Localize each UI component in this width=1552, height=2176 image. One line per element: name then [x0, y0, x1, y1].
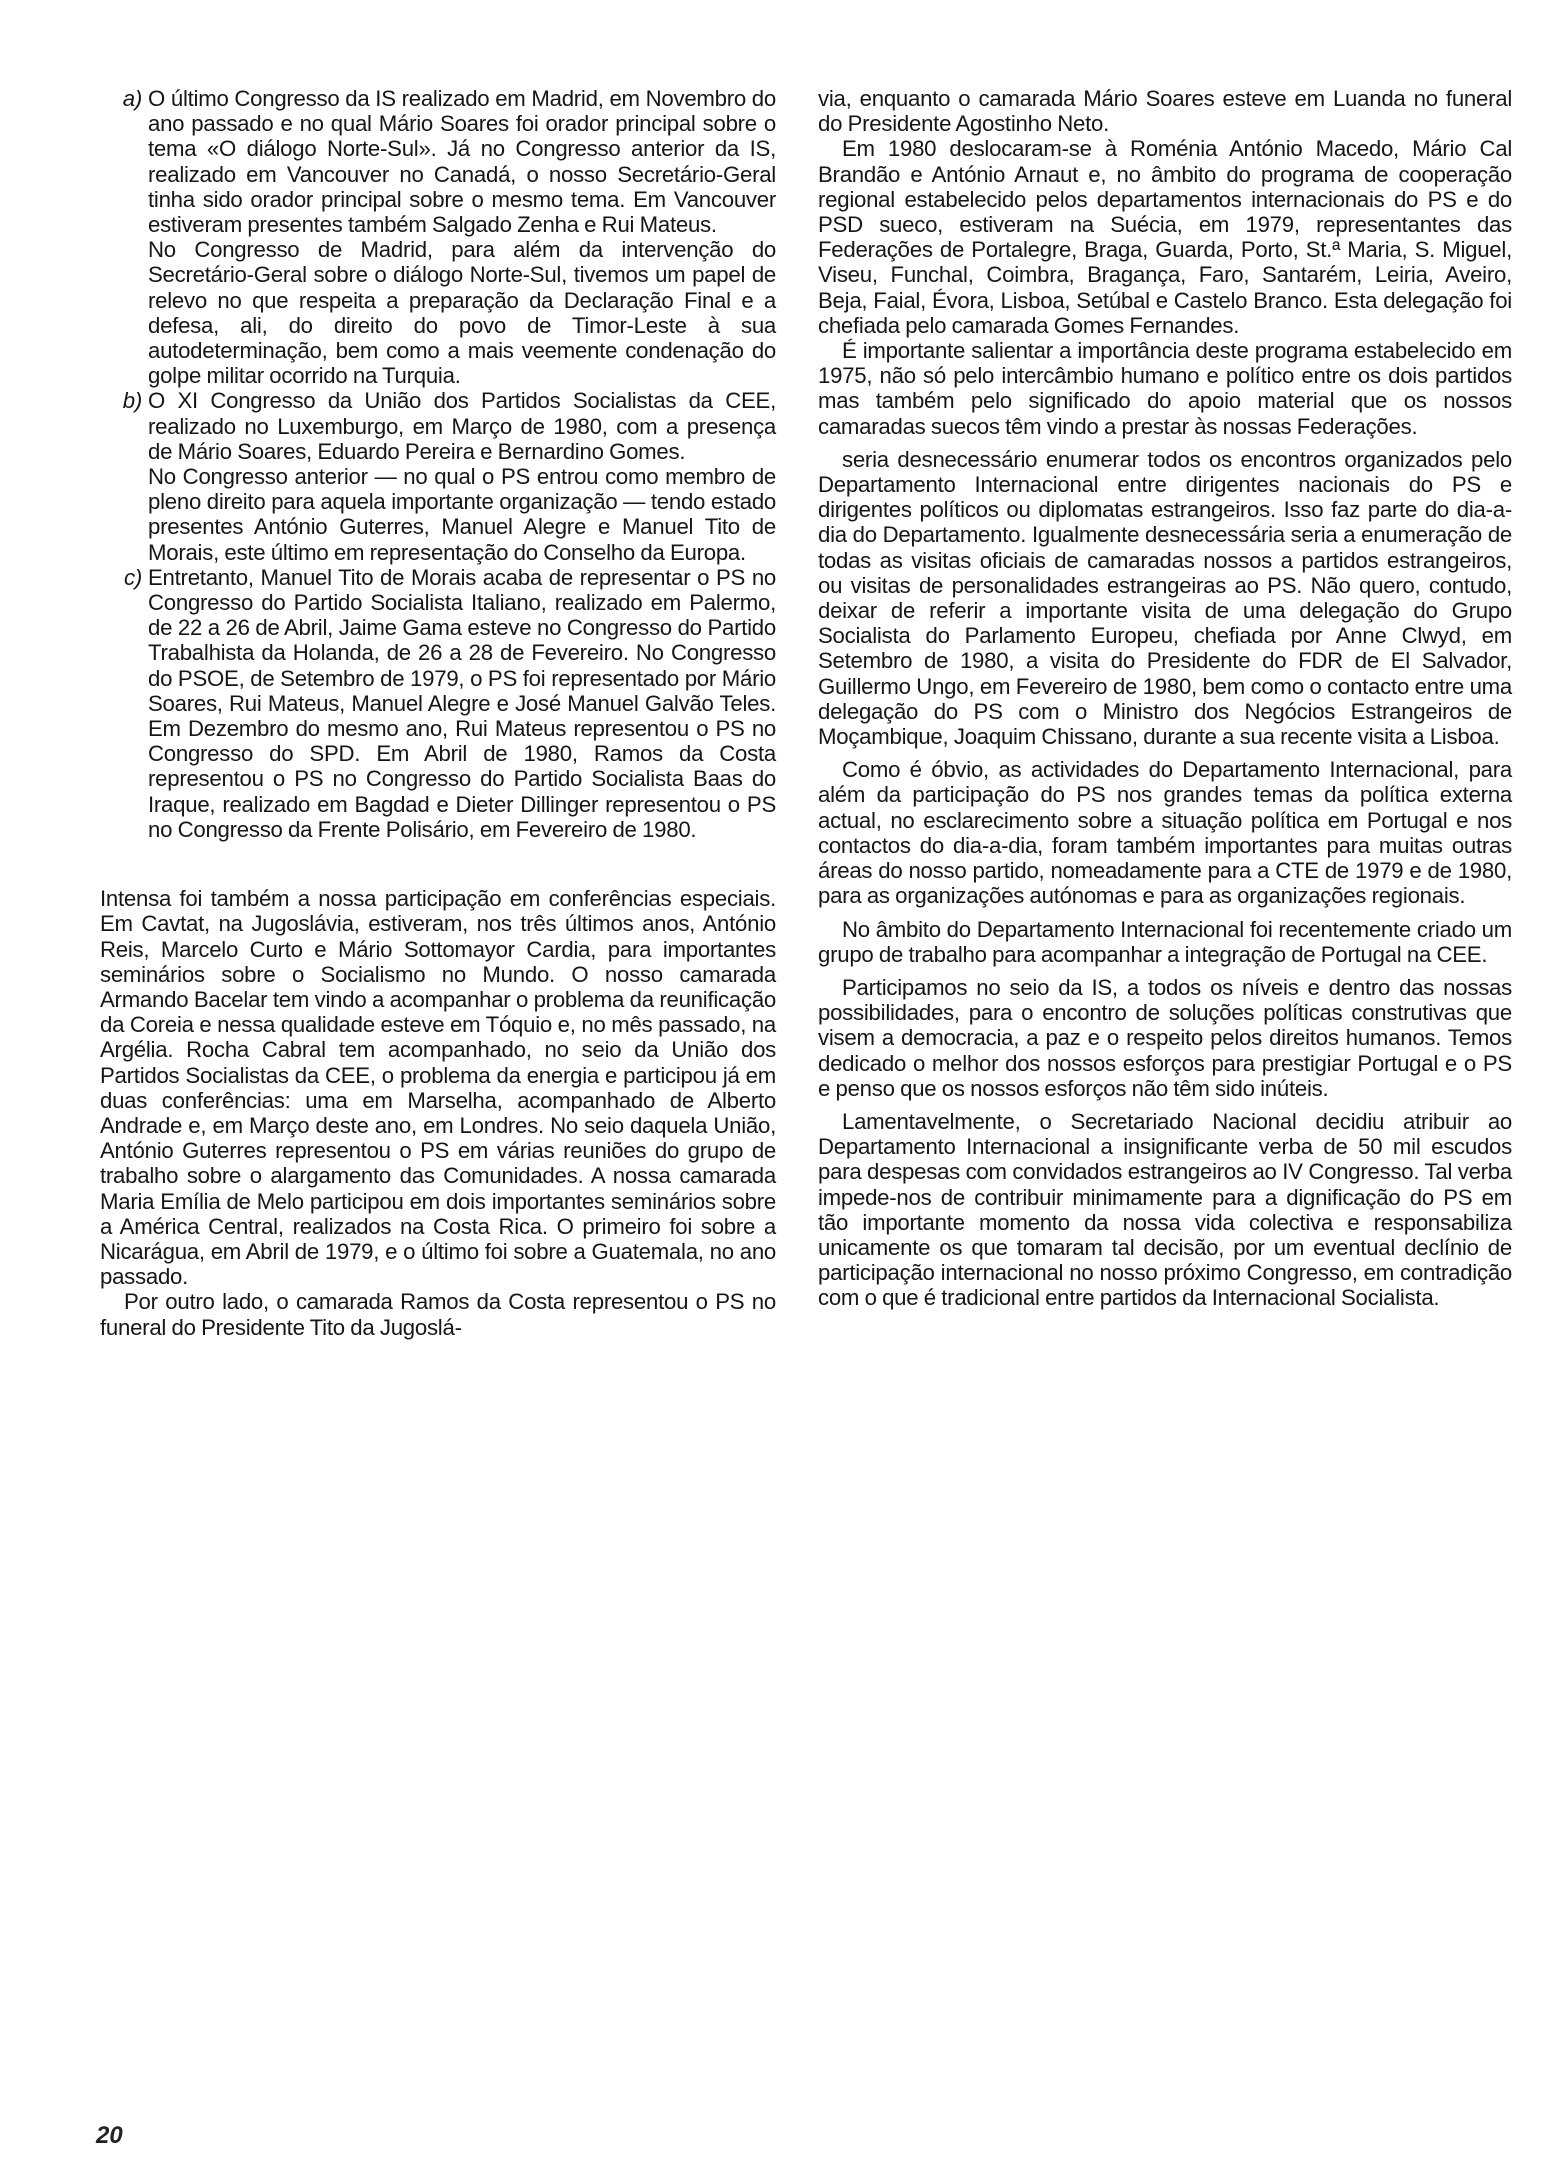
paragraph: seria desnecessário enumerar todos os encontros organizados pelo Departamento Internacional entre dirigentes nacionais do PS e dirigentes políticos ou diplomatas estrangeiros. Isso faz parte do dia-a-dia do Departamento. Igualmente desnecessária seria a enumeração de todas as visitas oficiais de camaradas nossos a partidos estrangeiros, ou visitas de personalidades estrangeiras ao PS. Não quero, contudo, deixar de referir a importante visita de uma delegação do Grupo Socialista do Parlamento Europeu, chefiada por Anne Clwyd, em Setembro de 1980, a visita do Presidente do FDR de El Salvador, Guillermo Ungo, em Fevereiro de 1980, bem como o contacto entre uma delegação do PS com o Ministro dos Negócios Estrangeiros de Moçambique, Joaquim Chissano, durante a sua recente visita a Lisboa. [818, 446, 1512, 750]
paragraph: Como é óbvio, as actividades do Departamento Internacional, para além da participação do PS nos grandes temas da política externa actual, no esclarecimento sobre a situação política em Portugal e nos contactos do dia-a-dia, foram também importantes para muitas outras áreas do nosso partido, nomeadamente para a CTE de 1979 e de 1980, para as organizações autónomas e para as organizações regionais. [818, 757, 1512, 909]
page-number: 20 [96, 2122, 123, 2149]
paragraph: É importante salientar a importância deste programa estabelecido em 1975, não só pelo intercâmbio humano e político entre os dois partidos mas também pelo significado do apoio material que os nossos camaradas suecos têm vindo a prestar às nossas Federações. [818, 338, 1512, 439]
paragraph: No Congresso de Madrid, para além da intervenção do Secretário-Geral sobre o diálogo Norte-Sul, tivemos um papel de relevo no que respeita a preparação da Declaração Final e a defesa, ali, do direito do povo de Timor-Leste à sua autodeterminação, bem como a mais veemente condenação do golpe militar ocorrido na Turquia. [148, 237, 776, 389]
item-marker: c) [124, 564, 142, 590]
item-marker: b) [122, 388, 142, 414]
list-item-a [100, 86, 776, 388]
paragraph: Lamentavelmente, o Secretariado Nacional decidiu atribuir ao Departamento Internacional a insignificante verba de 50 mil escudos para despesas com convidados estrangeiros ao IV Congresso. Tal verba impede-nos de contribuir minimamente para a dignificação do PS em tão importante momento da nossa vida colectiva e responsabiliza unicamente os que tomaram tal decisão, por um eventual declínio de participação internacional no nosso próximo Congresso, em contradição com o que é tradicional entre partidos da Internacional Socialista. [818, 1108, 1512, 1311]
paragraph: No Congresso anterior — no qual o PS entrou como membro de pleno direito para aquela importante organização — tendo estado presentes António Guterres, Manuel Alegre e Manuel Tito de Morais, este último em representação do Conselho da Europa. [148, 464, 776, 565]
paragraph: O XI Congresso da União dos Partidos Socialistas da CEE, realizado no Luxemburgo, em Março de 1980, com a presença de Mário Soares, Eduardo Pereira e Bernardino Gomes. [148, 388, 776, 464]
list-item-c [100, 565, 776, 842]
paragraph: Por outro lado, o camarada Ramos da Costa representou o PS no funeral do Presidente Tito da Jugoslá- [100, 1289, 776, 1340]
paragraph: No âmbito do Departamento Internacional foi recentemente criado um grupo de trabalho para acompanhar a integração de Portugal na CEE. [818, 916, 1512, 967]
paragraph: Em 1980 deslocaram-se à Roménia António Macedo, Mário Cal Brandão e António Arnaut e, no âmbito do programa de cooperação regional estabelecido pelos departamentos internacionais do PS e do PSD sueco, estiveram na Suécia, em 1979, representantes das Federações de Portalegre, Braga, Guarda, Porto, St.ª Maria, S. Miguel, Viseu, Funchal, Coimbra, Bragança, Faro, Santarém, Leiria, Aveiro, Beja, Faial, Évora, Lisboa, Setúbal e Castelo Branco. Esta delegação foi chefiada pelo camarada Gomes Fernandes. [818, 136, 1512, 338]
paragraph: Entretanto, Manuel Tito de Morais acaba de representar o PS no Congresso do Partido Socialista Italiano, realizado em Palermo, de 22 a 26 de Abril, Jaime Gama esteve no Congresso do Partido Trabalhista da Holanda, de 26 a 28 de Fevereiro. No Congresso do PSOE, de Setembro de 1979, o PS foi representado por Mário Soares, Rui Mateus, Manuel Alegre e José Manuel Galvão Teles. Em Dezembro do mesmo ano, Rui Mateus representou o PS no Congresso do SPD. Em Abril de 1980, Ramos da Costa representou o PS no Congresso do Partido Socialista Baas do Iraque, realizado em Bagdad e Dieter Dillinger representou o PS no Congresso da Frente Polisário, em Fevereiro de 1980. [148, 564, 776, 842]
paragraph: O último Congresso da IS realizado em Madrid, em Novembro do ano passado e no qual Mário Soares foi orador principal sobre o tema «O diálogo Norte-Sul». Já no Congresso anterior da IS, realizado em Vancouver no Canadá, o nosso Secretário-Geral tinha sido orador principal sobre o mesmo tema. Em Vancouver estiveram presentes também Salgado Zenha e Rui Mateus. [148, 86, 776, 238]
right-column [818, 86, 1512, 1311]
paragraph: Intensa foi também a nossa participação em conferências especiais. Em Cavtat, na Jugoslávia, estiveram, nos três últimos anos, António Reis, Marcelo Curto e Mário Sottomayor Cardia, para importantes seminários sobre o Socialismo no Mundo. O nosso camarada Armando Bacelar tem vindo a acompanhar o problema da reunificação da Coreia e nessa qualidade esteve em Tóquio e, no mês passado, na Argélia. Rocha Cabral tem acompanhado, no seio da União dos Partidos Socialistas da CEE, o problema da energia e participou já em duas conferências: uma em Marselha, acompanhado de Alberto Andrade e, em Março deste ano, em Londres. No seio daquela União, António Guterres representou o PS em várias reuniões do grupo de trabalho sobre o alargamento das Comunidades. A nossa camarada Maria Emília de Melo participou em dois importantes seminários sobre a América Central, realizados na Costa Rica. O primeiro foi sobre a Nicarágua, em Abril de 1979, e o último foi sobre a Guatemala, no ano passado. [100, 886, 776, 1290]
list-item-b [100, 388, 776, 564]
paragraph: via, enquanto o camarada Mário Soares esteve em Luanda no funeral do Presidente Agostinho Neto. [818, 86, 1512, 137]
item-marker: a) [122, 86, 142, 111]
left-column [100, 86, 776, 1340]
paragraph: Participamos no seio da IS, a todos os níveis e dentro das nossas possibilidades, para o encontro de soluções políticas construtivas que visem a democracia, a paz e o respeito pelos direitos humanos. Temos dedicado o melhor dos nossos esforços para prestigiar Portugal e o PS e penso que os nossos esforços não têm sido inúteis. [818, 974, 1512, 1101]
